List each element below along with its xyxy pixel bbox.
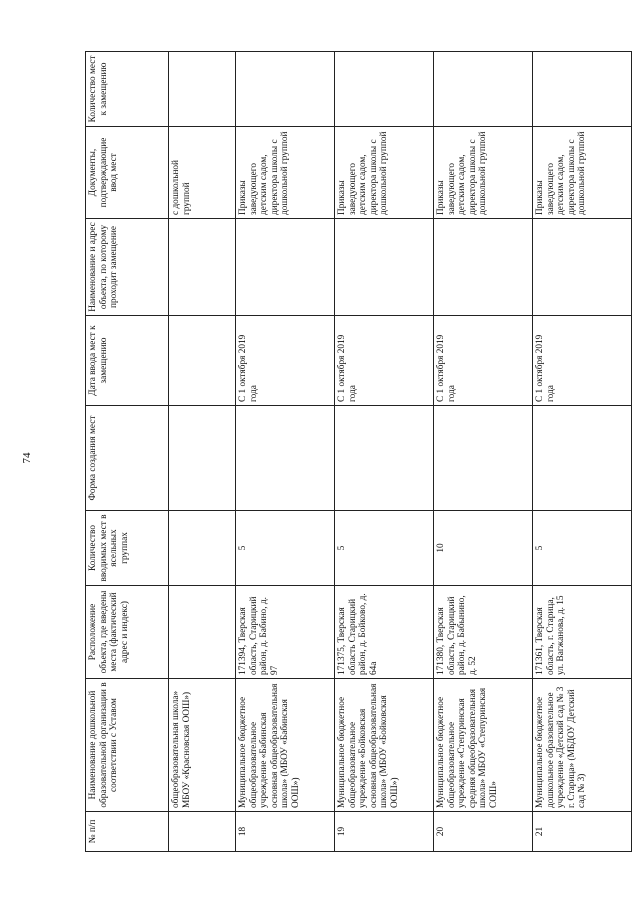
header-documents: Документы, подтверждающие ввод мест [86, 127, 169, 219]
cell-object [335, 219, 434, 316]
table-row [434, 52, 533, 852]
cell-count: 5 [236, 511, 335, 586]
cell-org: Муниципальное бюджетное общеобразовательное учреждение «Степуринская средняя общеобразовательная школа» МБОУ «Степуринская СОШ» [434, 679, 533, 812]
table-header-row [86, 52, 169, 852]
cell-quantity [335, 52, 434, 127]
cell-quantity [236, 52, 335, 127]
cell-documents: с дошкольной группой [169, 127, 236, 219]
cell-quantity [169, 52, 236, 127]
cell-form [434, 406, 533, 511]
cell-address [169, 586, 236, 679]
header-count: Количество вводимых мест в ясельных группах [86, 511, 169, 586]
cell-count: 5 [533, 511, 632, 586]
cell-documents: Приказы заведующего детским садом, директора школы с дошкольной группой [335, 127, 434, 219]
header-num: № п/п [86, 812, 169, 852]
cell-form [533, 406, 632, 511]
cell-form [169, 406, 236, 511]
header-object: Наименование и адрес объекта, по которому проходит замещение [86, 219, 169, 316]
cell-num: 18 [236, 812, 335, 852]
rotated-table-container [85, 52, 588, 852]
cell-object [169, 219, 236, 316]
cell-count: 5 [335, 511, 434, 586]
cell-date [169, 316, 236, 406]
cell-quantity [533, 52, 632, 127]
cell-form [236, 406, 335, 511]
cell-documents: Приказы заведующего детским садом, директора школы с дошкольной группой [236, 127, 335, 219]
cell-documents: Приказы заведующего детским садом, директора школы с дошкольной группой [533, 127, 632, 219]
cell-num: 20 [434, 812, 533, 852]
cell-count [169, 511, 236, 586]
header-org: Наименование дошкольной образовательной организации в соответствии с Уставом [86, 679, 169, 812]
cell-org: Муниципальное бюджетное дошкольное образовательное учреждение «Детский сад № 3 г. Старица» (МБДОУ Детский сад № 3) [533, 679, 632, 812]
cell-num: 21 [533, 812, 632, 852]
cell-org: Муниципальное бюджетное общеобразовательное учреждение «Бойковская основная общеобразовательная школа» (МБОУ «Бойковская ООШ») [335, 679, 434, 812]
places-table [85, 51, 632, 852]
cell-object [434, 219, 533, 316]
cell-quantity [434, 52, 533, 127]
cell-num [169, 812, 236, 852]
cell-org: Муниципальное бюджетное общеобразовательное учреждение «Бабинская основная общеобразовательная школа» (МБОУ «Бабинская ООШ») [236, 679, 335, 812]
cell-org: общеобразовательная школа» МБОУ «Красновская ООШ») [169, 679, 236, 812]
cell-address: 171361, Тверская область, г. Старица, ул. Вагжанова, д. 15 [533, 586, 632, 679]
cell-object [533, 219, 632, 316]
page-number: 74 [21, 452, 33, 464]
table-row [335, 52, 434, 852]
header-form: Форма создания мест [86, 406, 169, 511]
cell-address: 171380, Тверская область, Старицкий район, д. Бабынино, д. 52 [434, 586, 533, 679]
table-row [169, 52, 236, 852]
table-row [533, 52, 632, 852]
cell-object [236, 219, 335, 316]
header-quantity: Количество мест к замещению [86, 52, 169, 127]
table-row [236, 52, 335, 852]
cell-count: 10 [434, 511, 533, 586]
cell-date: С 1 октября 2019 года [434, 316, 533, 406]
cell-date: С 1 октября 2019 года [335, 316, 434, 406]
cell-form [335, 406, 434, 511]
header-date: Дата ввода мест к замещению [86, 316, 169, 406]
cell-documents: Приказы заведующего детским садом, директора школы с дошкольной группой [434, 127, 533, 219]
cell-address: 171394, Тверская область, Старицкий район, д. Бабино, д. 97 [236, 586, 335, 679]
cell-date: С 1 октября 2019 года [533, 316, 632, 406]
cell-date: С 1 октября 2019 года [236, 316, 335, 406]
cell-num: 19 [335, 812, 434, 852]
cell-address: 171375, Тверская область Старицкий район, д. Бойково, д. 64а [335, 586, 434, 679]
header-address: Расположение объекта, где введены места (фактический адрес и индекс) [86, 586, 169, 679]
